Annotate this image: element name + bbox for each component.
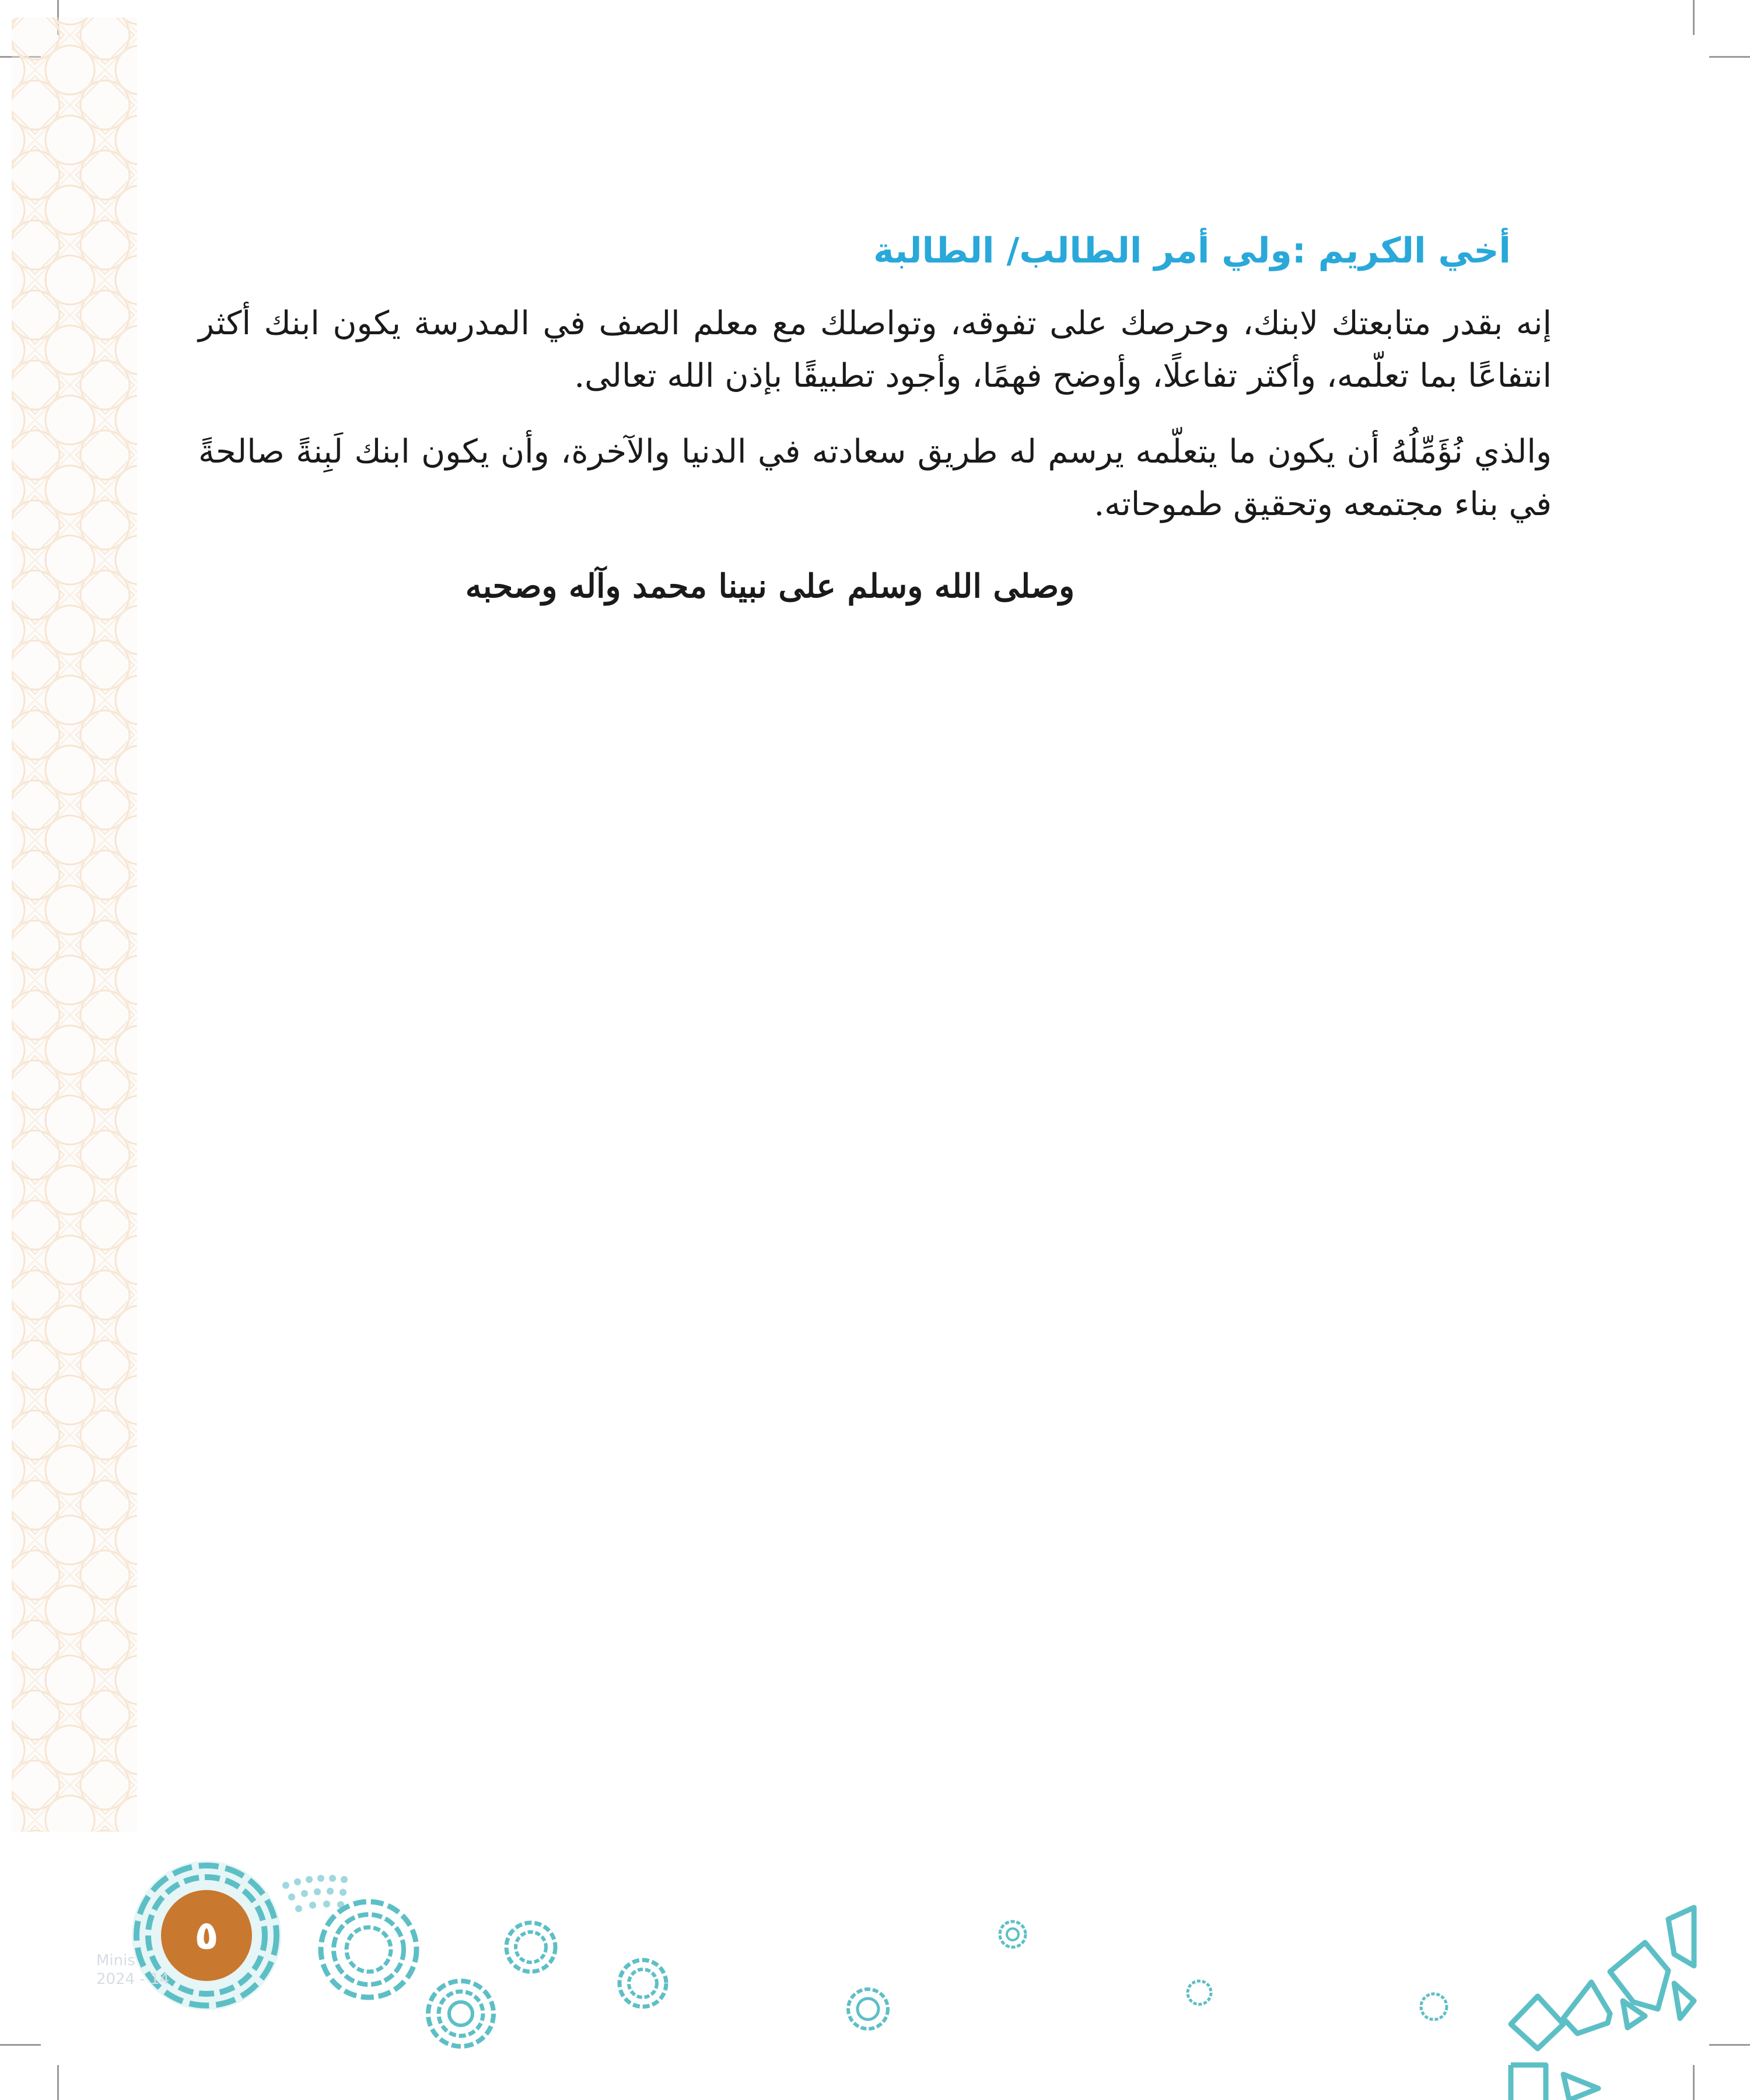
closing-salutation: وصلى الله وسلم على نبينا محمد وآله وصحبه (465, 567, 1075, 606)
teal-polygon-outline (1511, 1908, 1694, 2100)
faded-footer-line: Minis (96, 1952, 135, 1969)
teal-rosette-icon (321, 1902, 416, 1997)
letter-heading: أخي الكريم :ولي أمر الطالب/ الطالبة (873, 230, 1511, 271)
geometric-pattern-border (0, 0, 140, 1832)
paragraph-2: والذي نُؤَمِّلُهُ أن يكون ما يتعلّمه يرسم له طريق سعادته في الدنيا والآخرة، وأن يكون ابنك لَبِنةً صالحةً في بناء مجتمعه وتحقيق طموحاته. (198, 433, 1552, 523)
teal-rosette-icon (1188, 1981, 1211, 2004)
crop-mark (1709, 56, 1750, 58)
teal-rosette-icon (848, 1989, 888, 2029)
crop-mark (1693, 0, 1695, 35)
footer-decoration (0, 1832, 1750, 2100)
page-number-badge (161, 1890, 252, 1981)
dot-cluster (282, 1875, 348, 1912)
faded-footer-line: 2024 - 14 (96, 1971, 170, 1988)
teal-rosette-icon (1000, 1922, 1026, 1947)
page-number: ٥ (194, 1912, 219, 1959)
teal-rosette-icon (428, 1981, 494, 2046)
teal-rosette-icon (620, 1960, 666, 2007)
teal-rosette-icon (506, 1923, 555, 1972)
teal-rosette-icon (1421, 1994, 1447, 2020)
paragraph-1: إنه بقدر متابعتك لابنك، وحرصك على تفوقه، وتواصلك مع معلم الصف في المدرسة يكون ابنك أكثر انتفاعًا بما تعلّمه، وأكثر تفاعلًا، وأوضح فهمًا، وأجود تطبيقًا بإذن الله تعالى. (198, 304, 1552, 395)
